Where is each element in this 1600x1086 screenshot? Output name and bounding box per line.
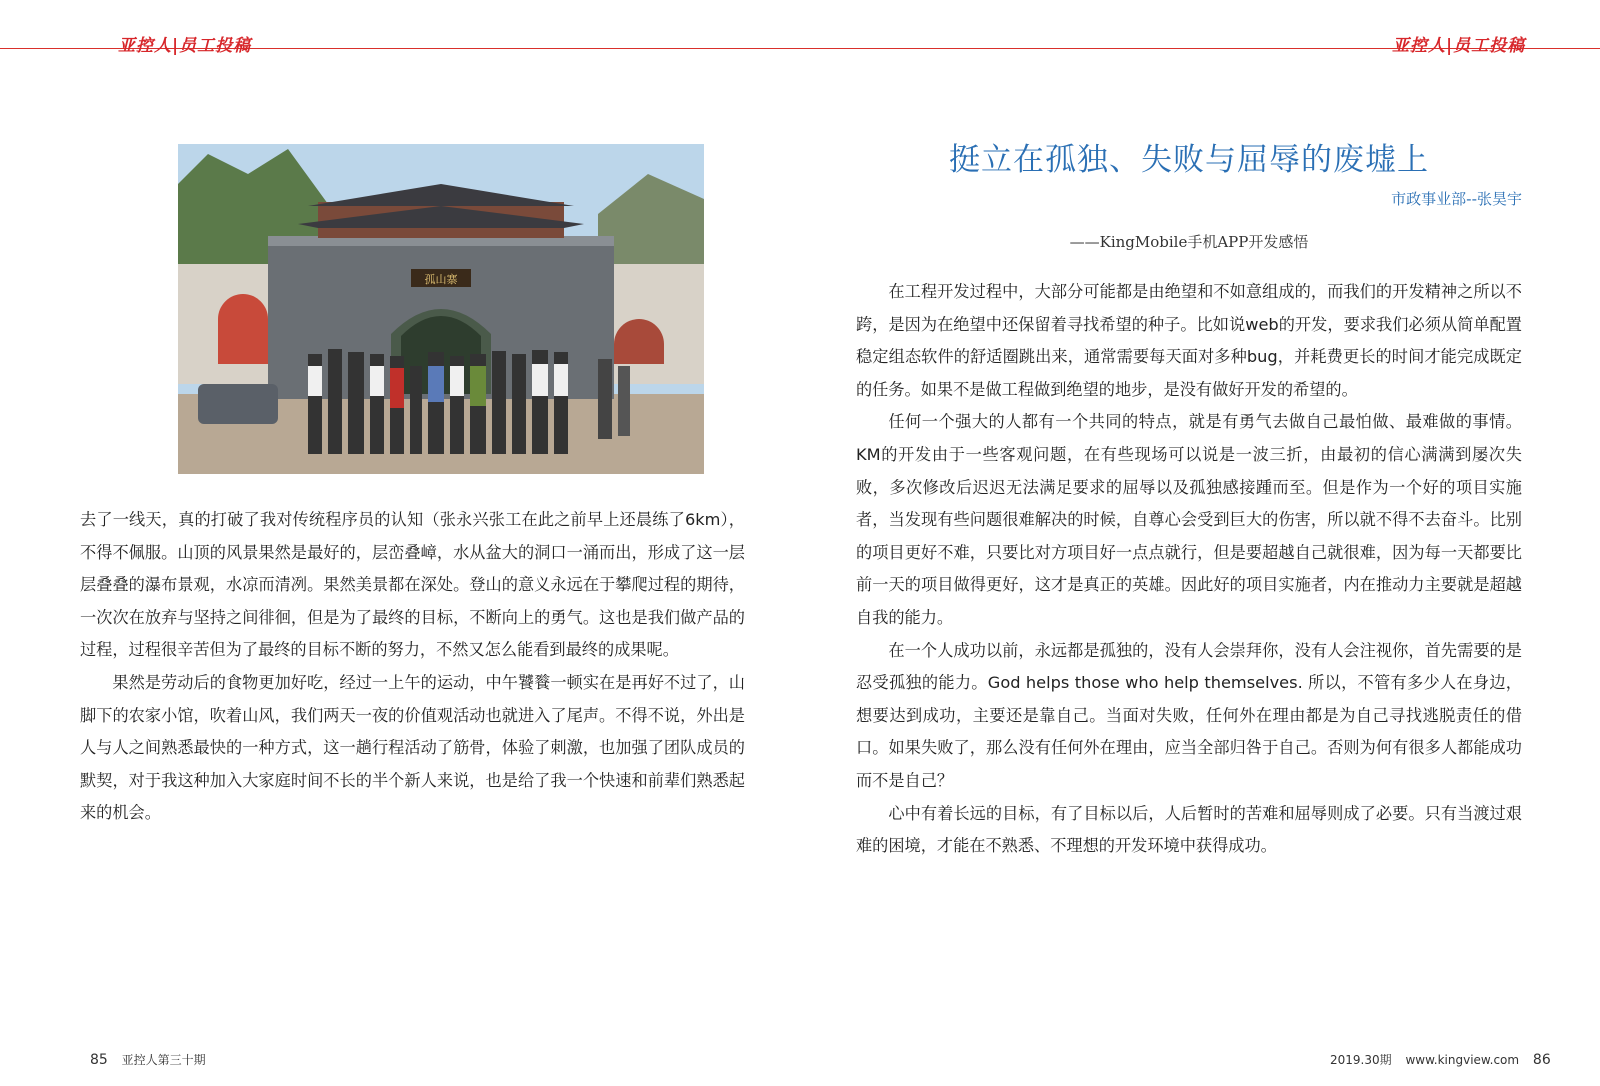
masthead-right: 亚控人|员工投稿 (1392, 36, 1526, 56)
article-body (856, 276, 1522, 863)
page-number-right: 86 (1532, 1052, 1551, 1068)
group-photo (178, 144, 704, 474)
article-author: 市政事业部--张昊宇 (1391, 190, 1522, 208)
article-paragraph: 任何一个强大的人都有一个共同的特点，就是有勇气去做自己最怕做、最难做的事情。KM的开发由于一些客观问题，在有些现场可以说是一波三折，由最初的信心满满到屡次失败，多次修改后迟迟无法满足要求的屈辱以及孤独感接踵而至。但是作为一个好的项目实施者，当发现有些问题很难解决的时候，自尊心会受到巨大的伤害，所以就不得不去奋斗。比别的项目更好不难，只要比对方项目好一点点就行，但是要超越自己就很难，因为每一天都要比前一天的项目做得更好，这才是真正的英雄。因此好的项目实施者，内在推动力主要就是超越自我的能力。 (856, 412, 1522, 627)
footer-left-label: 亚控人第三十期 (121, 1053, 206, 1067)
footer-left (90, 1051, 216, 1068)
left-paragraph: 果然是劳动后的食物更加好吃，经过一上午的运动，中午饕餮一顿实在是再好不过了，山脚下的农家小馆，吹着山风，我们两天一夜的价值观活动也就进入了尾声。不得不说，外出是人与人之间熟悉最快的一种方式，这一趟行程活动了筋骨，体验了刺激，也加强了团队成员的默契，对于我这种加入大家庭时间不长的半个新人来说，也是给了我一个快速和前辈们熟悉起来的机会。 (80, 672, 745, 823)
footer-right (1330, 1051, 1561, 1068)
article-paragraph: 在一个人成功以前，永远都是孤独的，没有人会崇拜你，没有人会注视你，首先需要的是忍受孤独的能力。God helps those who help themselves. 所以，不管有多少人在身边，想要达到成功，主要还是靠自己。当面对失败，任何外在理由都是为自己寻找逃脱责任的借口。如果失败了，那么没有任何外在理由，应当全部归咎于自己。否则为何有很多人都能成功而不是自己？ (856, 640, 1522, 790)
page-number-left: 85 (90, 1052, 108, 1068)
article-subtitle: ——KingMobile手机APP开发感悟 (1069, 233, 1309, 251)
article-paragraph: 在工程开发过程中，大部分可能都是由绝望和不如意组成的，而我们的开发精神之所以不跨，是因为在绝望中还保留着寻找希望的种子。比如说web的开发，要求我们必须从简单配置稳定组态软件的舒适圈跳出来，通常需要每天面对多种bug，并耗费更长的时间才能完成既定的任务。如果不是做工程做到绝望的地步，是没有做好开发的希望的。 (856, 282, 1522, 399)
left-paragraph: 去了一线天，真的打破了我对传统程序员的认知（张永兴张工在此之前早上还晨练了6km），不得不佩服。山顶的风景果然是最好的，层峦叠嶂，水从盆大的洞口一涌而出，形成了这一层层叠叠的瀑布景观，水凉而清冽。果然美景都在深处。登山的意义永远在于攀爬过程的期待，一次次在放弃与坚持之间徘徊，但是为了最终的目标，不断向上的勇气。这也是我们做产品的过程，过程很辛苦但为了最终的目标不断的努力，不然又怎么能看到最终的成果呢。 (80, 510, 745, 660)
footer-issue: 2019.30期 (1330, 1053, 1392, 1067)
article-paragraph: 心中有着长远的目标，有了目标以后，人后暂时的苦难和屈辱则成了必要。只有当渡过艰难的困境，才能在不熟悉、不理想的开发环境中获得成功。 (856, 803, 1522, 856)
photo-sign-text: 孤山寨 (424, 273, 458, 286)
masthead-left: 亚控人|员工投稿 (118, 36, 252, 56)
footer-url: www.kingview.com (1405, 1053, 1520, 1067)
left-column-text (80, 504, 745, 830)
article-title: 挺立在孤独、失败与屈辱的废墟上 (949, 142, 1429, 178)
